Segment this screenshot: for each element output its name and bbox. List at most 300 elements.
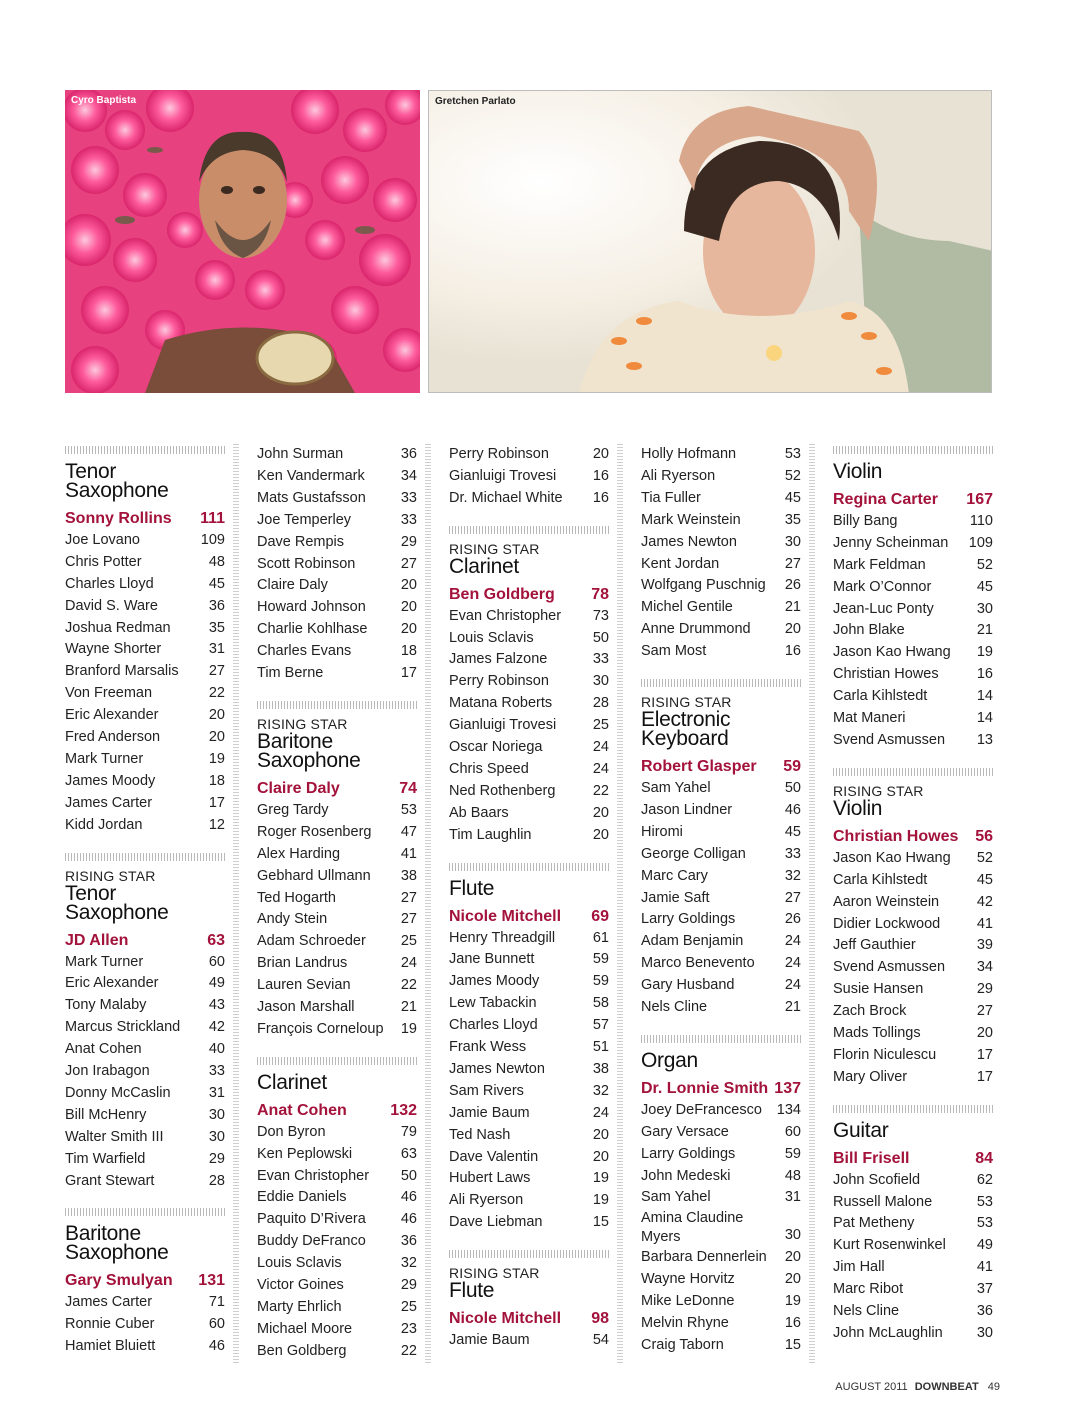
vote-count: 17	[400, 665, 417, 682]
artist-name: Mark O’Connor	[833, 578, 932, 595]
section-gap	[449, 510, 609, 524]
result-row	[257, 575, 417, 597]
rising-star-label: RISING STAR	[65, 867, 156, 884]
vote-count: 45	[976, 871, 993, 888]
vote-count: 16	[784, 1315, 801, 1332]
vote-count: 59	[783, 758, 801, 776]
vote-count: 38	[400, 867, 417, 884]
result-row	[65, 1336, 225, 1358]
result-row	[449, 971, 609, 993]
artist-name: Adam Benjamin	[641, 933, 744, 950]
result-row	[833, 1323, 993, 1345]
category-title-line: Baritone	[65, 1222, 141, 1246]
artist-name: Dr. Lonnie Smith	[641, 1079, 769, 1097]
vote-count: 31	[208, 641, 225, 658]
artist-name: Hubert Laws	[449, 1170, 531, 1187]
poll-category	[641, 444, 801, 677]
artist-name: Alex Harding	[257, 845, 341, 862]
artist-name: Dave Rempis	[257, 533, 345, 550]
artist-name: Donny McCaslin	[65, 1084, 171, 1101]
vote-count: 33	[400, 511, 417, 528]
section-gap	[449, 1234, 609, 1248]
vote-count: 50	[784, 779, 801, 796]
result-row	[833, 892, 993, 914]
artist-name: Lauren Sevian	[257, 977, 351, 994]
vote-count: 132	[390, 1101, 417, 1119]
vote-count: 25	[400, 933, 417, 950]
vote-count: 60	[208, 1316, 225, 1333]
result-row	[641, 1166, 801, 1188]
section-gap	[641, 663, 801, 677]
category-title	[449, 554, 609, 578]
result-row	[257, 1275, 417, 1297]
artist-name: Matana Roberts	[449, 695, 553, 712]
vote-count: 52	[976, 556, 993, 573]
vote-count: 50	[592, 629, 609, 646]
artist-name: Chris Potter	[65, 553, 142, 570]
result-row	[833, 686, 993, 708]
result-row	[449, 825, 609, 847]
artist-name: Jane Bunnett	[449, 951, 535, 968]
vote-count: 43	[208, 997, 225, 1014]
vote-count: 25	[592, 717, 609, 734]
flowers-photo-illustration	[65, 90, 420, 393]
vote-count: 22	[208, 685, 225, 702]
result-row	[641, 466, 801, 488]
artist-name: Ned Rothenberg	[449, 782, 556, 799]
result-row	[641, 931, 801, 953]
vote-count: 59	[592, 973, 609, 990]
poll-category	[641, 679, 801, 1033]
artist-name: Grant Stewart	[65, 1172, 155, 1189]
vote-count: 49	[208, 975, 225, 992]
vote-count: 23	[400, 1320, 417, 1337]
category-title-line: Violin	[833, 796, 883, 820]
section-divider	[65, 446, 225, 454]
result-row	[257, 953, 417, 975]
winner-row	[65, 508, 225, 530]
vote-count: 45	[208, 575, 225, 592]
vote-count: 45	[784, 489, 801, 506]
vote-count: 60	[208, 953, 225, 970]
artist-name: Charlie Kohlhase	[257, 621, 368, 638]
vote-count: 48	[208, 553, 225, 570]
vote-count: 20	[592, 446, 609, 462]
vote-count: 111	[200, 510, 225, 527]
results-column-5	[833, 444, 993, 1359]
artist-name: Bill Frisell	[833, 1149, 910, 1167]
vote-count: 37	[976, 1281, 993, 1298]
artist-name: Ted Hogarth	[257, 889, 336, 906]
vote-count: 33	[400, 489, 417, 506]
vote-count: 54	[592, 1332, 609, 1349]
artist-name: Sonny Rollins	[65, 510, 172, 527]
vote-count: 20	[592, 1126, 609, 1143]
result-row	[257, 1253, 417, 1275]
issue-date: AUGUST 2011	[835, 1381, 908, 1393]
result-row	[257, 1319, 417, 1341]
section-gap	[449, 1352, 609, 1366]
vote-count: 36	[976, 1303, 993, 1320]
artist-name: Mat Maneri	[833, 710, 906, 727]
artist-name: Jamie Baum	[449, 1104, 530, 1121]
results-column-1	[65, 444, 225, 1372]
vote-count: 20	[592, 804, 609, 821]
vote-count: 33	[208, 1063, 225, 1080]
result-row	[449, 444, 609, 466]
artist-name: Mark Feldman	[833, 556, 926, 573]
vote-count: 27	[784, 889, 801, 906]
result-row	[65, 661, 225, 683]
category-title-line: Saxophone	[257, 748, 361, 772]
result-row	[65, 639, 225, 661]
category-title-line: Saxophone	[65, 1241, 169, 1265]
artist-name: Sam Yahel	[641, 779, 711, 796]
artist-name: James Moody	[449, 973, 540, 990]
result-row	[449, 1081, 609, 1103]
category-title	[449, 1279, 609, 1303]
result-row	[833, 730, 993, 752]
winner-row	[257, 778, 417, 800]
winner-row	[65, 930, 225, 952]
vote-count: 41	[400, 845, 417, 862]
artist-name: Melvin Rhyne	[641, 1315, 729, 1332]
artist-name: Kent Jordan	[641, 555, 720, 572]
artist-name: Joey DeFrancesco	[641, 1101, 762, 1118]
result-row	[65, 727, 225, 749]
artist-name: JD Allen	[65, 931, 129, 949]
result-row	[257, 1187, 417, 1209]
artist-name: Jean-Luc Ponty	[833, 600, 934, 617]
vote-count: 19	[592, 1192, 609, 1209]
artist-name: Perry Robinson	[449, 446, 549, 462]
result-row	[257, 532, 417, 554]
poll-category	[449, 863, 609, 1249]
section-divider	[641, 679, 801, 687]
section-gap	[65, 837, 225, 851]
result-row	[833, 1170, 993, 1192]
vote-count: 24	[592, 1104, 609, 1121]
category-title-line: Tenor	[65, 881, 117, 905]
vote-count: 15	[592, 1214, 609, 1231]
vote-count: 20	[400, 577, 417, 594]
category-title	[833, 796, 993, 820]
artist-name: Ken Peplowski	[257, 1145, 353, 1162]
result-row	[833, 870, 993, 892]
artist-name: Mats Gustafsson	[257, 489, 366, 506]
artist-name: Ben Goldberg	[257, 1342, 347, 1359]
result-row	[257, 466, 417, 488]
result-row	[449, 488, 609, 510]
vote-count: 24	[400, 955, 417, 972]
artist-name: John McLaughlin	[833, 1325, 943, 1341]
artist-name: Ted Nash	[449, 1126, 511, 1143]
artist-name: Paquito D’Rivera	[257, 1211, 366, 1228]
result-row	[833, 848, 993, 870]
result-row	[449, 693, 609, 715]
artist-name: Regina Carter	[833, 491, 938, 508]
vote-count: 61	[592, 929, 609, 946]
poll-category	[833, 1105, 993, 1359]
vote-count: 42	[976, 893, 993, 910]
poll-category	[449, 444, 609, 524]
vote-count: 28	[208, 1172, 225, 1189]
result-row	[65, 1171, 225, 1193]
poll-category	[65, 1208, 225, 1372]
result-row	[641, 532, 801, 554]
artist-name: Michael Moore	[257, 1320, 353, 1337]
result-row	[257, 1297, 417, 1319]
vote-count: 48	[784, 1167, 801, 1184]
vote-count: 29	[400, 1277, 417, 1294]
category-title-line: Flute	[449, 1279, 495, 1303]
section-gap	[257, 685, 417, 699]
result-row	[833, 620, 993, 642]
artist-name: Wayne Shorter	[65, 641, 162, 658]
vote-count: 32	[592, 1082, 609, 1099]
artist-name: Carla Kihlstedt	[833, 688, 928, 705]
vote-count: 16	[976, 666, 993, 683]
category-title-line: Guitar	[833, 1118, 889, 1142]
photo-gretchen-parlato	[428, 90, 992, 393]
result-row	[641, 1335, 801, 1357]
vote-count: 26	[784, 577, 801, 594]
result-row	[641, 800, 801, 822]
portrait-photo-illustration	[429, 91, 992, 393]
vote-count: 27	[400, 911, 417, 928]
result-row	[449, 781, 609, 803]
vote-count: 16	[592, 489, 609, 506]
result-row	[257, 866, 417, 888]
result-row	[641, 444, 801, 466]
result-row	[833, 533, 993, 555]
vote-count: 110	[969, 512, 993, 529]
vote-count: 47	[400, 823, 417, 840]
result-row	[833, 1001, 993, 1023]
vote-count: 17	[208, 794, 225, 811]
artist-name: James Newton	[449, 1060, 545, 1077]
vote-count: 27	[400, 889, 417, 906]
artist-name: Von Freeman	[65, 685, 153, 702]
result-row	[641, 1247, 801, 1269]
artist-name: Sam Rivers	[449, 1082, 524, 1099]
vote-count: 63	[207, 931, 225, 949]
artist-name: Russell Malone	[833, 1193, 933, 1210]
vote-count: 20	[976, 1025, 993, 1042]
artist-name: Robert Glasper	[641, 758, 757, 776]
results-column-4	[641, 444, 801, 1371]
result-row	[449, 466, 609, 488]
artist-name: Fred Anderson	[65, 729, 161, 746]
vote-count: 24	[784, 955, 801, 972]
result-row	[641, 866, 801, 888]
winner-row	[257, 1100, 417, 1122]
result-row	[833, 708, 993, 730]
artist-name: Tim Berne	[257, 665, 324, 682]
vote-count: 36	[208, 597, 225, 614]
section-divider	[833, 446, 993, 454]
vote-count: 15	[784, 1337, 801, 1353]
artist-name: Walter Smith III	[65, 1128, 164, 1145]
artist-name: Ken Vandermark	[257, 467, 365, 484]
result-row	[641, 575, 801, 597]
vote-count: 59	[784, 1145, 801, 1162]
vote-count: 21	[400, 999, 417, 1016]
result-row	[641, 778, 801, 800]
result-row	[641, 1187, 801, 1209]
artist-name: John Surman	[257, 446, 344, 462]
vote-count: 27	[208, 663, 225, 680]
result-row	[641, 953, 801, 975]
vote-count: 30	[784, 533, 801, 550]
artist-name: Don Byron	[257, 1123, 326, 1140]
result-row	[641, 844, 801, 866]
vote-count: 167	[966, 491, 993, 508]
artist-name: Billy Bang	[833, 512, 898, 529]
artist-name: François Corneloup	[257, 1020, 384, 1037]
category-title-line: Flute	[449, 876, 495, 900]
artist-name: Nicole Mitchell	[449, 907, 562, 925]
vote-count: 53	[400, 801, 417, 818]
section-gap	[65, 1192, 225, 1206]
artist-name: Mark Weinstein	[641, 511, 741, 528]
result-row	[65, 749, 225, 771]
vote-count: 73	[592, 607, 609, 624]
result-row	[65, 705, 225, 727]
vote-count: 69	[591, 907, 609, 925]
vote-count: 46	[400, 1211, 417, 1228]
section-gap	[641, 1019, 801, 1033]
artist-name: Ali Ryerson	[641, 467, 716, 484]
vote-count: 46	[400, 1189, 417, 1206]
vote-count: 27	[784, 555, 801, 572]
artist-name: Charles Evans	[257, 643, 352, 660]
artist-name: Anat Cohen	[257, 1101, 347, 1119]
artist-name: Jason Kao Hwang	[833, 849, 951, 866]
artist-name: Florin Niculescu	[833, 1046, 937, 1063]
artist-name: David S. Ware	[65, 597, 158, 614]
artist-name: Wayne Horvitz	[641, 1271, 735, 1288]
poll-category	[65, 853, 225, 1207]
result-row	[641, 997, 801, 1019]
vote-count: 12	[208, 816, 225, 833]
artist-name: Wolfgang Puschnig	[641, 577, 766, 594]
result-row	[449, 1147, 609, 1169]
artist-name: Ronnie Cuber	[65, 1316, 155, 1333]
artist-name: Hamiet Bluiett	[65, 1338, 156, 1355]
result-row	[449, 993, 609, 1015]
category-title-line: Saxophone	[65, 900, 169, 924]
category-title	[257, 1070, 417, 1094]
result-row	[833, 1257, 993, 1279]
column-divider	[425, 444, 431, 1365]
artist-name: Larry Goldings	[641, 1145, 736, 1162]
winner-row	[641, 1078, 801, 1100]
vote-count: 57	[592, 1017, 609, 1034]
vote-count: 46	[208, 1338, 225, 1355]
poll-category	[449, 1250, 609, 1366]
result-row	[257, 888, 417, 910]
artist-name: Nicole Mitchell	[449, 1310, 562, 1328]
result-row	[641, 488, 801, 510]
result-row	[833, 642, 993, 664]
vote-count: 20	[784, 1271, 801, 1288]
result-row	[833, 664, 993, 686]
result-row	[257, 1231, 417, 1253]
vote-count: 30	[976, 600, 993, 617]
result-row	[257, 1019, 417, 1041]
vote-count: 20	[784, 1249, 801, 1266]
vote-count: 38	[592, 1060, 609, 1077]
result-row	[257, 975, 417, 997]
vote-count: 17	[976, 1046, 993, 1063]
vote-count: 71	[208, 1294, 225, 1311]
vote-count: 36	[400, 446, 417, 462]
result-row	[641, 909, 801, 931]
vote-count: 137	[774, 1079, 801, 1097]
result-row	[641, 510, 801, 532]
vote-count: 16	[784, 643, 801, 660]
artist-name: Marty Ehrlich	[257, 1299, 342, 1315]
vote-count: 30	[976, 1325, 993, 1341]
artist-name: Jeff Gauthier	[833, 937, 916, 954]
magazine-name: DOWNBEAT	[914, 1381, 979, 1393]
result-row	[257, 844, 417, 866]
result-row	[65, 995, 225, 1017]
vote-count: 32	[784, 867, 801, 884]
result-row	[65, 793, 225, 815]
artist-name: Jamie Baum	[449, 1332, 530, 1349]
vote-count: 50	[400, 1167, 417, 1184]
result-row	[65, 1105, 225, 1127]
artist-name: John Scofield	[833, 1171, 921, 1188]
artist-name: Evan Christopher	[257, 1167, 370, 1184]
result-row	[449, 649, 609, 671]
artist-name: Mark Turner	[65, 750, 144, 767]
artist-name: Henry Threadgill	[449, 929, 556, 946]
artist-name: Joshua Redman	[65, 619, 171, 636]
category-title-line: Tenor	[65, 460, 117, 483]
category-title	[65, 462, 225, 500]
result-row	[641, 822, 801, 844]
artist-name: Perry Robinson	[449, 673, 549, 690]
category-title-line: Violin	[833, 460, 883, 483]
winner-row	[449, 1308, 609, 1330]
vote-count: 22	[400, 1342, 417, 1359]
result-row	[833, 511, 993, 533]
category-title-line: Keyboard	[641, 727, 729, 751]
vote-count: 62	[976, 1171, 993, 1188]
result-row	[65, 1149, 225, 1171]
result-row	[833, 577, 993, 599]
category-title	[65, 881, 225, 924]
vote-count: 51	[592, 1039, 609, 1056]
column-divider	[617, 444, 623, 1365]
vote-count: 78	[591, 585, 609, 603]
page-footer	[835, 1381, 1000, 1393]
artist-name: Tim Warfield	[65, 1150, 146, 1167]
result-row	[833, 1045, 993, 1067]
result-row	[65, 618, 225, 640]
vote-count: 33	[784, 845, 801, 862]
vote-count: 42	[208, 1019, 225, 1036]
artist-name: Amina Claudine Myers	[641, 1210, 744, 1246]
result-row	[641, 888, 801, 910]
artist-name: Jon Irabagon	[65, 1063, 150, 1080]
vote-count: 49	[976, 1237, 993, 1254]
result-row	[833, 555, 993, 577]
artist-name: Claire Daly	[257, 779, 340, 797]
